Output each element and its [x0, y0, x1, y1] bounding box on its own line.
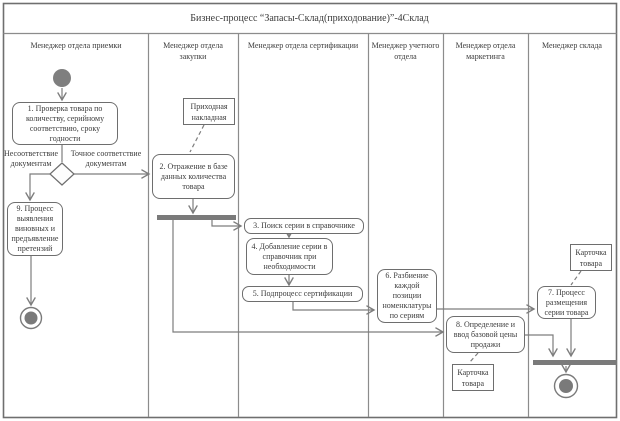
- activity-box-6-split-by-series: 6. Разбиение каждой позиции номенклатуры по сериям: [377, 269, 437, 323]
- lane-header-warehouse: Менеджер склада: [542, 41, 602, 50]
- lane-header-receiving: Менеджер отдела приемки: [30, 41, 122, 50]
- activity-box-5-certification-subprocess: 5. Подпроцесс сертификации: [242, 286, 363, 302]
- lane-header-purchasing: Менеджер отдела закупки: [163, 41, 223, 61]
- fork-bar: [157, 215, 236, 220]
- start-node: [53, 69, 71, 87]
- diagram-outer-border: [4, 4, 617, 418]
- edge-decision-to-a9: [30, 174, 50, 200]
- edge-a8-to-card-dashed: [469, 353, 478, 363]
- activity-box-4-add-series: 4. Добавление серии в справочник при необходимости: [246, 238, 333, 275]
- diagram-title: Бизнес-процесс “Запасы-Склад(приходование)”-4Склад: [190, 13, 429, 24]
- edge-card-to-a7-dashed: [571, 271, 581, 285]
- activity-box-3-search-series: 3. Поиск серии в справочнике: [244, 218, 364, 234]
- activity-box-8-base-price: 8. Определение и ввод базовой цены продажи: [446, 316, 525, 353]
- edge-fork-to-a3: [212, 220, 241, 226]
- edge-invoice-to-a2-dashed: [190, 125, 204, 152]
- activity-box-1-check-goods: 1. Проверка товара по количеству, серийному соответствию, сроку годности: [12, 102, 118, 145]
- activity-box-2-record-quantity: 2. Отражение в базе данных количества товара: [152, 154, 235, 199]
- edge-a5-to-a6: [293, 302, 374, 310]
- document-product-card-marketing: Карточка товара: [452, 364, 494, 391]
- document-incoming-invoice: Приходная накладная: [183, 98, 235, 125]
- lane-header-accounting: Менеджер учетного отдела: [371, 41, 440, 61]
- edge-label-match: Точное соответствие документам: [70, 149, 142, 168]
- join-bar: [533, 360, 617, 365]
- final-node-warehouse: [555, 375, 578, 398]
- activity-box-7-place-series: 7. Процесс размещения серии товара: [537, 286, 596, 319]
- activity-box-9-claims-process: 9. Процесс выявления виновных и предъявление претензий: [7, 202, 63, 256]
- edge-label-mismatch: Несоответствие документам: [4, 149, 58, 168]
- lane-header-marketing: Менеджер отдела маркетинга: [455, 41, 516, 61]
- lane-header-certification: Менеджер отдела сертификации: [247, 41, 359, 50]
- final-node-claims: [21, 308, 42, 329]
- document-product-card-warehouse: Карточка товара: [570, 244, 612, 271]
